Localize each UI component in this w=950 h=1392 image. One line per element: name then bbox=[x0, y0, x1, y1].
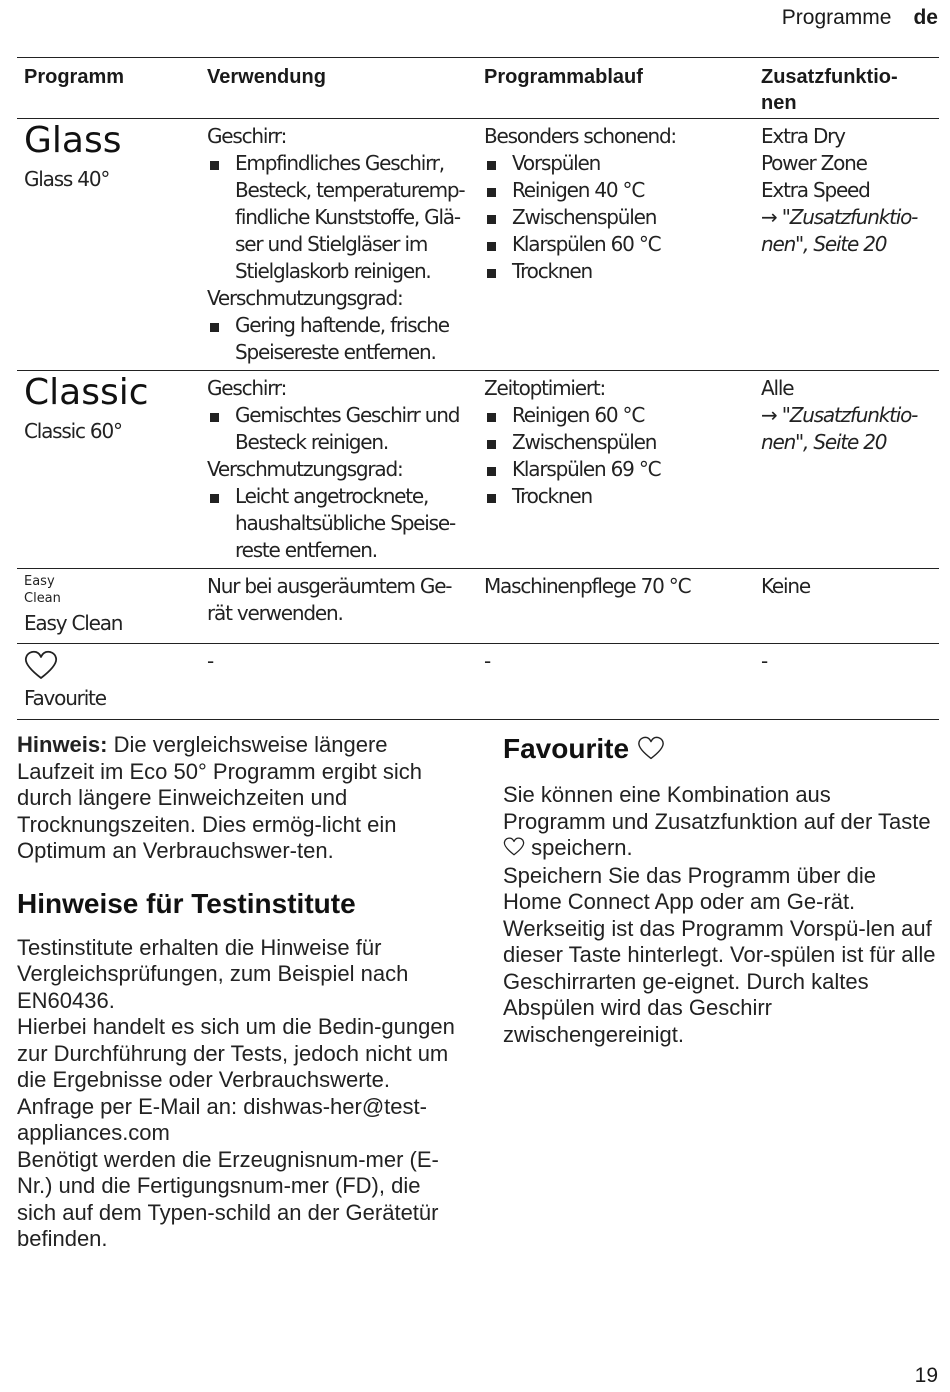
header-programmablauf: Programmablauf bbox=[484, 66, 643, 88]
reference-text: "Zusatzfunktio-nen", Seite 20 bbox=[761, 403, 918, 454]
usage-cell bbox=[207, 371, 484, 568]
usage-list bbox=[207, 150, 476, 285]
header-programm: Programm bbox=[24, 66, 125, 88]
table-row bbox=[17, 644, 939, 720]
section-title: Programme bbox=[781, 6, 892, 29]
extras-cell bbox=[761, 119, 939, 370]
program-table bbox=[17, 57, 939, 720]
page-header bbox=[782, 6, 938, 30]
paragraph: Testinstitute erhalten die Hinweise für Vergleichsprüfungen, zum Beispiel nach EN60436. bbox=[17, 934, 409, 1013]
extra-option: Power Zone bbox=[761, 151, 867, 175]
section-heading: Hinweise für Testinstitute bbox=[17, 887, 356, 919]
program-subtitle: Glass 40° bbox=[24, 167, 110, 191]
cross-reference bbox=[761, 402, 931, 456]
table-row bbox=[17, 119, 939, 371]
paragraph: Werkseitig ist das Programm Vorspü-len auf dieser Taste hinterlegt. Vor-spülen ist für alle Geschirrarten ge-eignet. Durch kaltes Abspülen wird das Geschirr zwischengereinigt. bbox=[503, 915, 936, 1047]
program-cell bbox=[17, 119, 207, 370]
list-item: Reinigen 40 °C bbox=[484, 177, 753, 204]
usage-cell: Nur bei ausgeräumtem Ge-rät verwenden. bbox=[207, 574, 452, 625]
header-zusatzfunktionen: Zusatzfunktio- nen bbox=[761, 66, 898, 114]
extras-cell: Keine bbox=[761, 574, 810, 598]
section-heading bbox=[503, 732, 938, 768]
hint-label: Hinweis: bbox=[17, 732, 108, 757]
table-header-row bbox=[17, 57, 939, 119]
right-column bbox=[503, 732, 938, 1048]
heart-icon bbox=[24, 648, 199, 682]
program-name: Glass bbox=[24, 120, 122, 161]
usage-label: Geschirr: bbox=[207, 124, 287, 148]
table-row bbox=[17, 569, 939, 644]
extra-option: Alle bbox=[761, 376, 794, 400]
soil-list bbox=[207, 312, 476, 366]
list-item: Zwischenspülen bbox=[484, 429, 753, 456]
list-item: Trocknen bbox=[484, 483, 753, 510]
hint-paragraph bbox=[17, 732, 462, 865]
flow-label: Zeitoptimiert: bbox=[484, 376, 606, 400]
list-item: Zwischenspülen bbox=[484, 204, 753, 231]
soil-label: Verschmutzungsgrad: bbox=[207, 286, 403, 310]
list-item: Klarspülen 69 °C bbox=[484, 456, 753, 483]
extra-option: Extra Dry bbox=[761, 124, 845, 148]
cross-reference bbox=[761, 204, 931, 258]
extras-cell: - bbox=[761, 649, 768, 673]
flow-cell bbox=[484, 119, 761, 370]
list-item: Klarspülen 60 °C bbox=[484, 231, 753, 258]
program-subtitle: Easy Clean bbox=[24, 611, 123, 635]
page-number: 19 bbox=[914, 1364, 938, 1387]
soil-list bbox=[207, 483, 476, 564]
list-item: Trocknen bbox=[484, 258, 753, 285]
flow-list bbox=[484, 150, 753, 285]
program-subtitle: Classic 60° bbox=[24, 419, 122, 443]
flow-label: Besonders schonend: bbox=[484, 124, 676, 148]
heart-icon bbox=[503, 836, 525, 863]
extra-option: Extra Speed bbox=[761, 178, 870, 202]
flow-list bbox=[484, 402, 753, 510]
arrow-right-icon: → bbox=[761, 205, 782, 229]
email-paragraph: Anfrage per E-Mail an: dishwas-her@test-appliances.com bbox=[17, 1093, 427, 1145]
soil-label: Verschmutzungsgrad: bbox=[207, 457, 403, 481]
program-subtitle: Favourite bbox=[24, 686, 106, 710]
left-column bbox=[17, 732, 462, 1253]
reference-text: "Zusatzfunktio-nen", Seite 20 bbox=[761, 205, 918, 256]
flow-cell bbox=[484, 371, 761, 568]
paragraph: Hierbei handelt es sich um die Bedin-gungen zur Durchführung der Tests, jedoch nicht um die Ergebnisse oder Verbrauchswerte. bbox=[17, 1014, 455, 1092]
usage-list bbox=[207, 402, 476, 456]
list-item: Gering haftende, frische Speisereste entfernen. bbox=[207, 312, 476, 366]
list-item: Empfindliches Geschirr, Besteck, temperaturemp-findliche Kunststoffe, Glä-ser und Stielgläser im Stielglaskorb reinigen. bbox=[207, 150, 476, 285]
program-cell bbox=[17, 371, 207, 568]
paragraph: Benötigt werden die Erzeugnisnum-mer (E-Nr.) und die Fertigungsnum-mer (FD), die sich auf dem Typen-schild an der Gerätetür befinden. bbox=[17, 1146, 439, 1251]
text-run: Sie können eine Kombination aus Programm und Zusatzfunktion auf der Taste bbox=[503, 782, 931, 834]
logo-line: Clean bbox=[24, 591, 61, 606]
program-name: Classic bbox=[24, 372, 149, 413]
heart-icon bbox=[637, 734, 665, 768]
program-cell bbox=[17, 569, 207, 643]
flow-cell: Maschinenpflege 70 °C bbox=[484, 574, 691, 598]
paragraph bbox=[503, 782, 938, 863]
easy-clean-logo bbox=[24, 573, 199, 607]
flow-cell: - bbox=[484, 649, 491, 673]
list-item: Vorspülen bbox=[484, 150, 753, 177]
list-item: Leicht angetrocknete, haushaltsübliche Speise-reste entfernen. bbox=[207, 483, 476, 564]
table-row bbox=[17, 371, 939, 569]
language-code: de bbox=[913, 6, 938, 29]
arrow-right-icon: → bbox=[761, 403, 782, 427]
header-verwendung: Verwendung bbox=[207, 66, 326, 88]
list-item: Reinigen 60 °C bbox=[484, 402, 753, 429]
program-cell bbox=[17, 644, 207, 719]
usage-label: Geschirr: bbox=[207, 376, 287, 400]
usage-cell bbox=[207, 119, 484, 370]
heading-text: Favourite bbox=[503, 733, 630, 764]
usage-cell: - bbox=[207, 649, 214, 673]
paragraph: Speichern Sie das Programm über die Home Connect App oder am Ge-rät. bbox=[503, 862, 876, 914]
hint-text: Die vergleichsweise längere Laufzeit im Eco 50° Programm ergibt sich durch längere Einweichzeiten und Trocknungszeiten. Dies ermög-licht ein Optimum an Verbrauchswer-ten. bbox=[17, 732, 422, 863]
list-item: Gemischtes Geschirr und Besteck reinigen. bbox=[207, 402, 476, 456]
text-run: speichern. bbox=[531, 835, 633, 860]
extras-cell bbox=[761, 371, 939, 568]
logo-line: Easy bbox=[24, 574, 55, 589]
